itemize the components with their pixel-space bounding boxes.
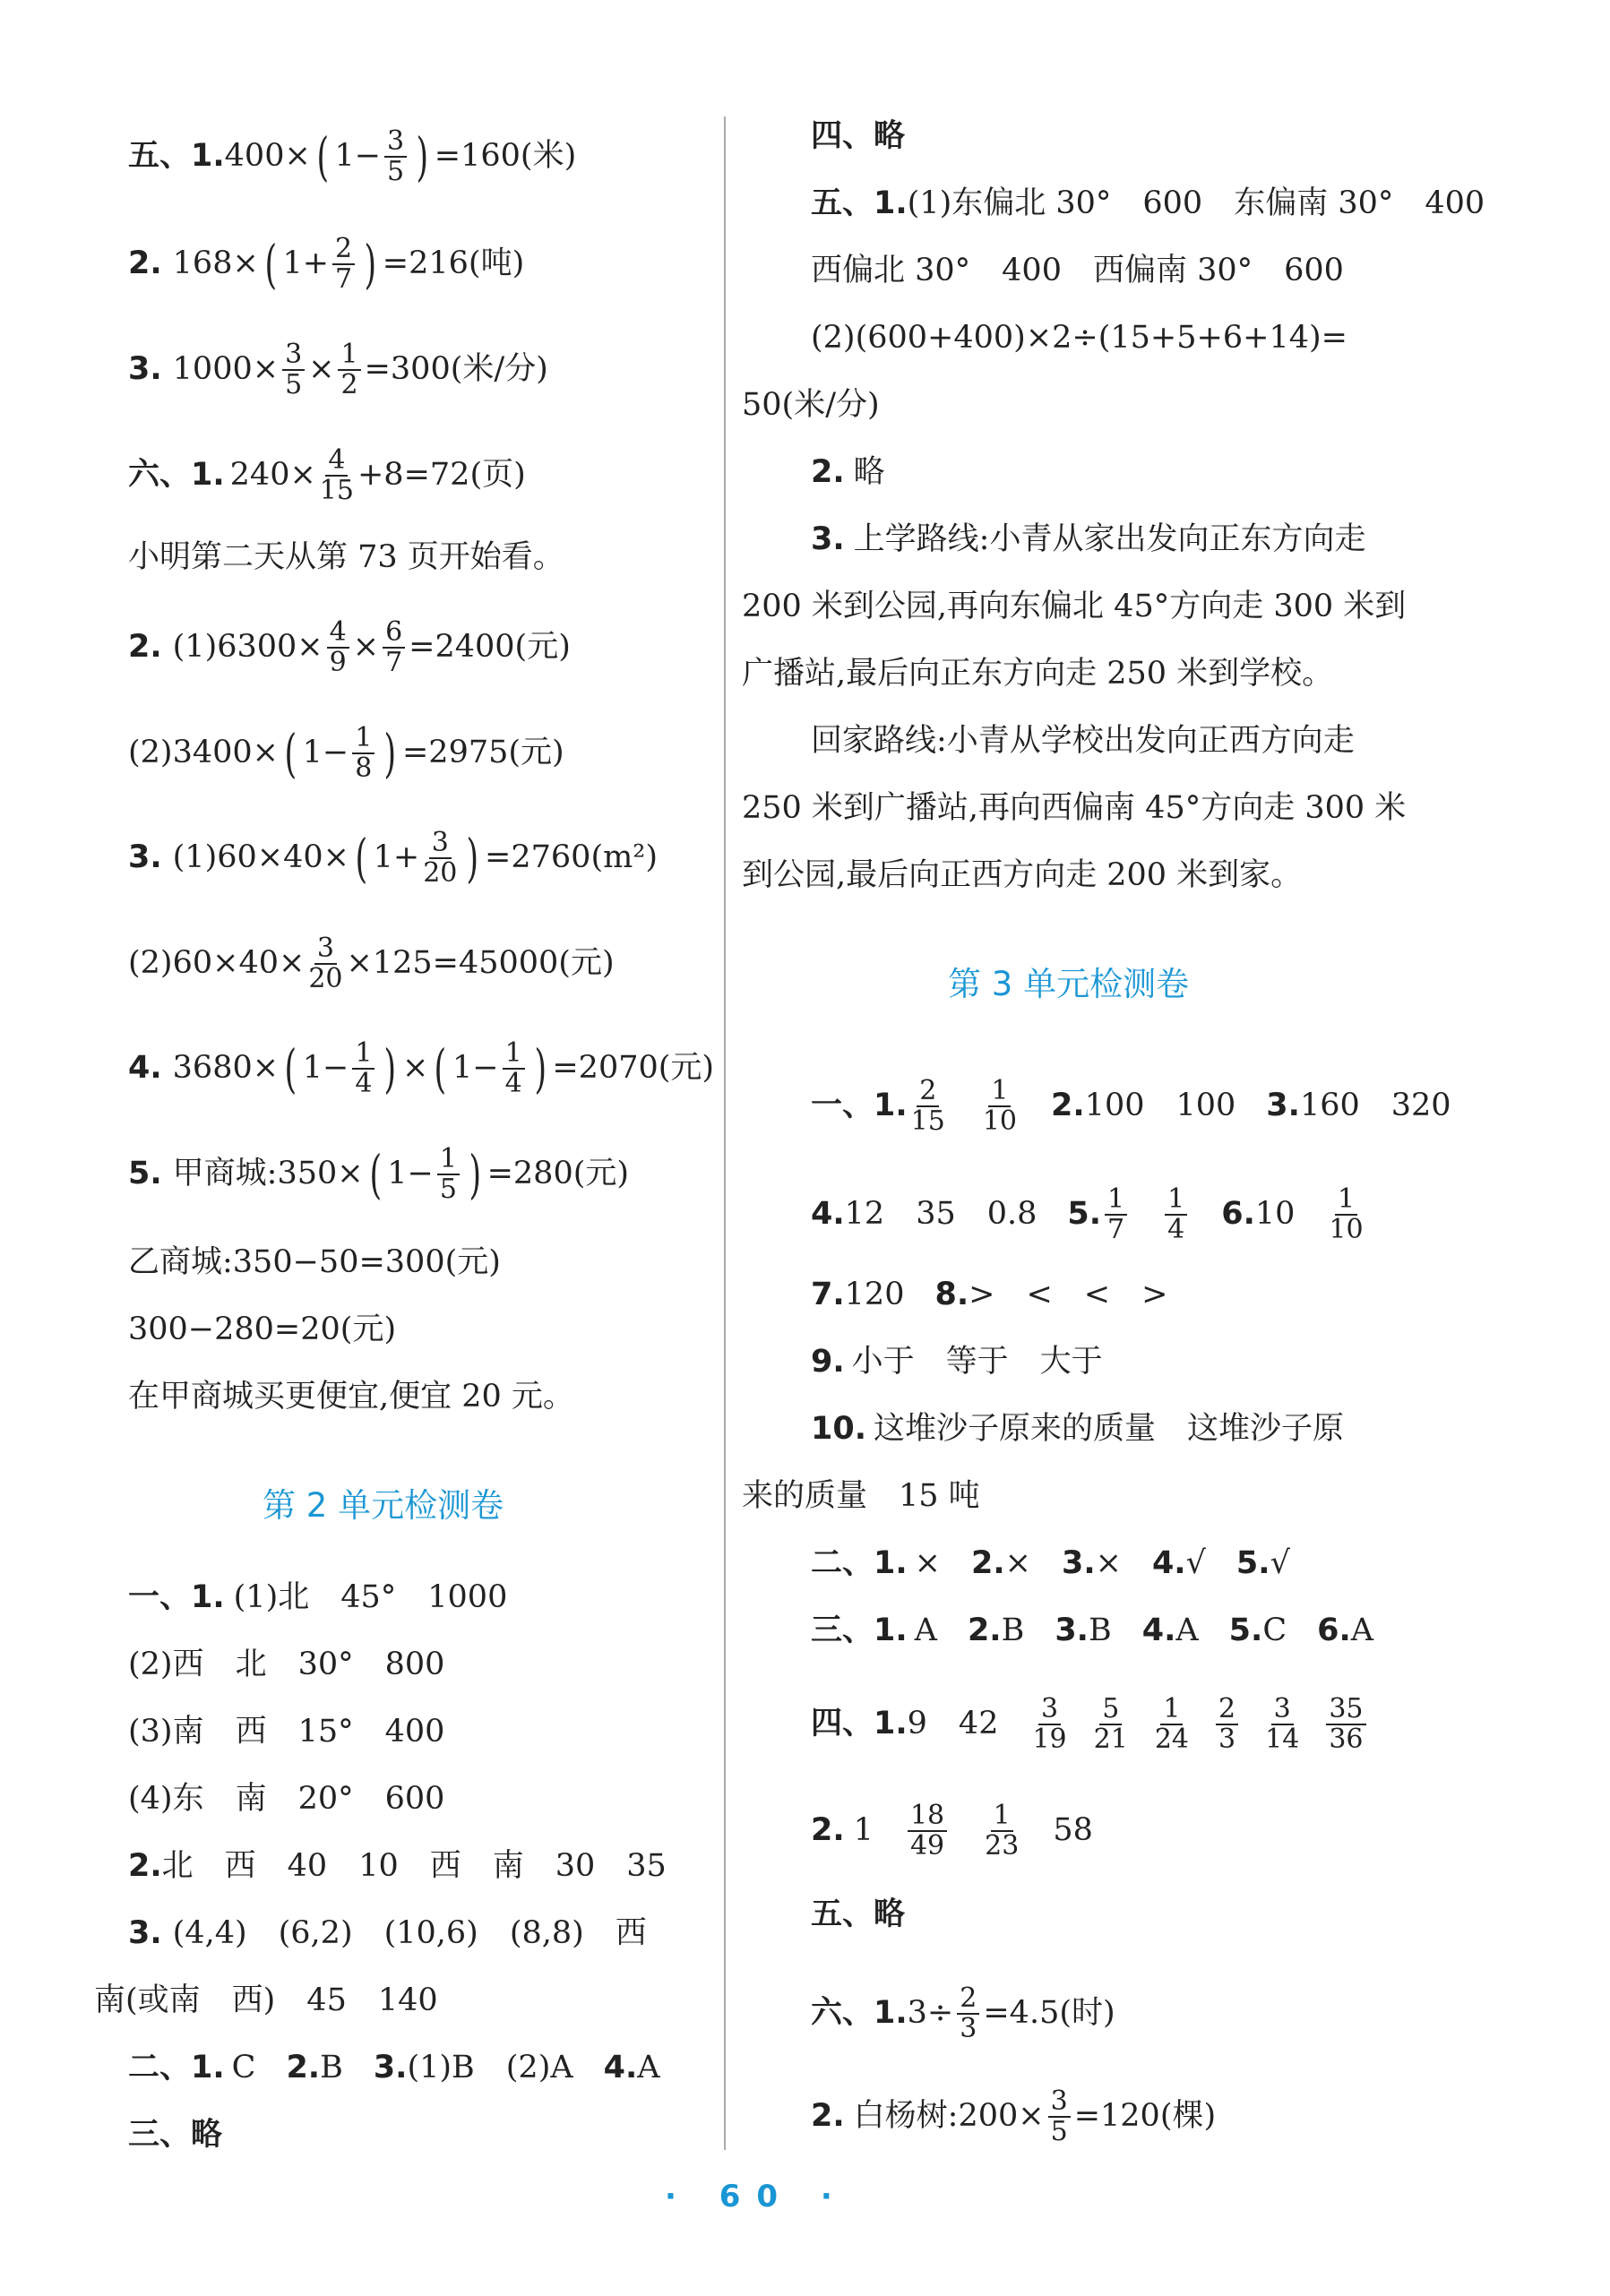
- u3-answer-liu-2: 2. 白杨树:200× $\frac{3}{5}$ =120(棵): [811, 2085, 1217, 2147]
- fraction: $\frac{6}{7}$: [383, 618, 405, 676]
- fraction: $\frac{35}{36}$: [1326, 1695, 1365, 1753]
- answer-5-3: 3. 1000× $\frac{3}{5}$ × $\frac{1}{2}$ =300(米/分): [128, 339, 548, 400]
- u2-answer-1-3: (3)南 西 15° 400: [128, 1714, 445, 1750]
- fraction: $\frac{1}{4}$: [503, 1039, 525, 1097]
- fraction: $\frac{5}{21}$: [1093, 1693, 1128, 1755]
- u2-answer-3a: 3. (4,4) (6,2) (10,6) (8,8) 西: [128, 1915, 647, 1951]
- u3-answer-san: 三、1. A 2. B 3. B 4. A 5. C 6. A: [811, 1612, 1374, 1648]
- answer-6-3b: (2)60×40× $\frac{3}{20}$ ×125=45000(元): [128, 933, 615, 994]
- answer-wu-3c: 广播站,最后向正东方向走 250 米到学校。: [742, 656, 1334, 692]
- fraction: $\frac{3}{5}$: [384, 127, 407, 185]
- fraction: $\frac{1}{8}$: [352, 724, 375, 782]
- fraction: $\frac{1}{23}$: [985, 1800, 1020, 1862]
- answer-6-3a: 3. (1)60×40× ( 1+ $\frac{3}{20}$ ) =2760(m²): [128, 827, 658, 889]
- answer-6-5d: 在甲商城买更便宜,便宜 20 元。: [128, 1379, 574, 1415]
- answer-si: 四、略: [811, 118, 906, 154]
- fraction: $\frac{1}{4}$: [1165, 1185, 1187, 1243]
- u2-answer-1-1: 一、1. (1)北 45° 1000: [128, 1579, 508, 1615]
- u3-answer-1-7: 7. 120 8. > < < >: [811, 1277, 1168, 1312]
- unit-3-title: 第 3 单元检测卷: [948, 965, 1190, 1003]
- answer-wu-2: 2. 略: [811, 454, 885, 490]
- u2-answer-2: 2. 北 西 40 10 西 南 30 35: [128, 1848, 667, 1884]
- fraction: $\frac{1}{10}$: [982, 1075, 1018, 1137]
- answer-6-1: 六、1. 240× $\frac{4}{15}$ +8=72(页): [128, 444, 526, 506]
- answer-6-5c: 300−280=20(元): [128, 1311, 397, 1347]
- u3-answer-1-1: 一、1. $\frac{2}{15}$ $\frac{1}{10}$ 2. 100 100 3. 160 320: [811, 1075, 1451, 1137]
- fraction: $\frac{2}{15}$: [910, 1075, 945, 1137]
- u3-answer-1-4: 4. 12 35 0.8 5. $\frac{1}{7}$ $\frac{1}{4}$ 6. 10 $\frac{1}{10}$: [811, 1183, 1364, 1245]
- fraction: $\frac{3}{19}$: [1032, 1693, 1067, 1755]
- fraction: $\frac{1}{7}$: [1105, 1185, 1127, 1243]
- answer-wu-1d: 50(米/分): [742, 387, 880, 423]
- fraction: $\frac{1}{24}$: [1154, 1693, 1190, 1755]
- u3-answer-1-10b: 来的质量 15 吨: [742, 1478, 980, 1514]
- u3-answer-si-2: 2. 1 $\frac{18}{49}$ $\frac{1}{23}$ 58: [811, 1800, 1093, 1862]
- fraction: $\frac{2}{3}$: [957, 1984, 979, 2042]
- answer-wu-3e: 250 米到广播站,再向西偏南 45°方向走 300 米: [742, 790, 1407, 826]
- answer-wu-1c: (2)(600+400)×2÷(15+5+6+14)=: [811, 320, 1347, 356]
- u3-answer-wu: 五、略: [811, 1896, 906, 1932]
- answer-6-2b: (2)3400× ( 1− $\frac{1}{8}$ ) =2975(元): [128, 722, 564, 784]
- answer-6-4: 4. 3680× ( 1− $\frac{1}{4}$ ) × ( 1− $\frac{1}{4}$ ) =2070(元): [128, 1037, 715, 1099]
- answer-6-5b: 乙商城:350−50=300(元): [128, 1244, 501, 1280]
- answer-wu-3b: 200 米到公园,再向东偏北 45°方向走 300 米到: [742, 589, 1407, 624]
- fraction: $\frac{1}{2}$: [338, 340, 360, 399]
- fraction: $\frac{3}{14}$: [1265, 1693, 1300, 1755]
- fraction: $\frac{3}{20}$: [308, 933, 343, 994]
- answer-wu-1b: 西偏北 30° 400 西偏南 30° 600: [811, 253, 1344, 288]
- u3-answer-liu-1: 六、1. 3÷ $\frac{2}{3}$ =4.5(时): [811, 1982, 1115, 2044]
- u2-answer-er: 二、1. C 2. B 3. (1)B (2)A 4. A: [128, 2050, 660, 2085]
- fraction: $\frac{3}{5}$: [1048, 2087, 1071, 2146]
- u3-answer-1-10: 10. 这堆沙子原来的质量 这堆沙子原: [811, 1411, 1345, 1447]
- fraction: $\frac{1}{10}$: [1329, 1183, 1364, 1245]
- fraction: $\frac{4}{15}$: [319, 444, 354, 506]
- answer-wu-3f: 到公园,最后向正西方向走 200 米到家。: [742, 857, 1303, 893]
- column-divider: [724, 116, 726, 2150]
- fraction: $\frac{18}{49}$: [908, 1802, 947, 1860]
- fraction: $\frac{4}{9}$: [327, 618, 349, 676]
- u2-answer-san: 三、略: [128, 2117, 223, 2153]
- answer-wu-3d: 回家路线:小青从学校出发向正西方向走: [811, 723, 1355, 759]
- u3-answer-1-9: 9. 小于 等于 大于: [811, 1344, 1103, 1380]
- u3-answer-er: 二、1. × 2. × 3. × 4. √ 5. √: [811, 1545, 1290, 1581]
- answer-wu-3a: 3. 上学路线:小青从家出发向正东方向走: [811, 521, 1366, 557]
- u2-answer-3b: 南(或南 西) 45 140: [94, 1982, 438, 2018]
- answer-5-1: 五、1. 400× ( 1− $\frac{3}{5}$ ) =160(米): [128, 125, 577, 187]
- answer-6-2a: 2. (1)6300× $\frac{4}{9}$ × $\frac{6}{7}$ =2400(元): [128, 616, 571, 678]
- u2-answer-1-2: (2)西 北 30° 800: [128, 1647, 445, 1682]
- answer-wu-1a: 五、1. (1)东偏北 30° 600 东偏南 30° 400: [811, 185, 1485, 221]
- fraction: $\frac{1}{4}$: [352, 1039, 375, 1097]
- fraction: $\frac{1}{5}$: [437, 1145, 460, 1203]
- fraction: $\frac{3}{5}$: [282, 340, 305, 399]
- answer-5-2: 2. 168× ( 1+ $\frac{2}{7}$ ) =216(吨): [128, 233, 525, 295]
- answer-6-1-text: 小明第二天从第 73 页开始看。: [128, 539, 564, 575]
- fraction: $\frac{2}{7}$: [332, 235, 355, 293]
- fraction: $\frac{2}{3}$: [1216, 1695, 1238, 1753]
- answer-6-5: 5. 甲商城:350× ( 1− $\frac{1}{5}$ ) =280(元): [128, 1143, 630, 1205]
- page-number: · 60 ·: [665, 2179, 848, 2214]
- u2-answer-1-4: (4)东 南 20° 600: [128, 1781, 445, 1817]
- unit-2-title: 第 2 单元检测卷: [263, 1486, 504, 1525]
- fraction: $\frac{3}{20}$: [423, 827, 458, 889]
- u3-answer-si-1: 四、1. 9 42 $\frac{3}{19}$ $\frac{5}{21}$ $\frac{1}{24}$ $\frac{2}{3}$ $\frac{3}{14}$ $\frac{35}{36}$: [811, 1695, 1370, 1753]
